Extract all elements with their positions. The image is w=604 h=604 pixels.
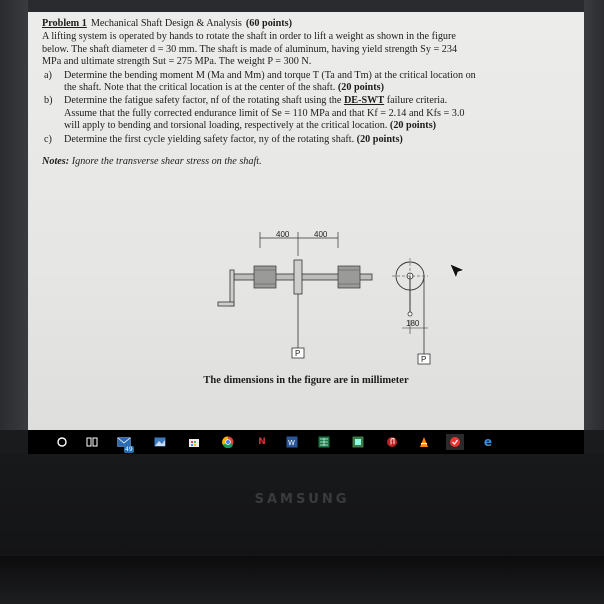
- document-viewer: [28, 12, 584, 430]
- problem-heading: [42, 18, 574, 30]
- windows-taskbar: [28, 430, 584, 454]
- chrome-icon[interactable]: [220, 434, 236, 450]
- question-line: Determine the first cycle yielding safety factor, ny of the rotating shaft.: [64, 133, 355, 145]
- mouse-cursor-icon: [450, 264, 464, 278]
- desk-surface: [0, 556, 604, 604]
- excel-icon[interactable]: [316, 434, 332, 450]
- question-b: [42, 95, 574, 132]
- load-right-label: P: [421, 355, 427, 364]
- question-a: [42, 70, 574, 95]
- mail-badge: 49: [125, 446, 133, 453]
- question-line: failure criteria.: [386, 95, 448, 107]
- monitor-bezel-right: [584, 0, 604, 430]
- word-icon[interactable]: [284, 434, 300, 450]
- store-icon[interactable]: [186, 434, 202, 450]
- edge-icon[interactable]: e: [483, 435, 493, 449]
- criterion-link: DE-SWT: [343, 95, 385, 107]
- notes-label: Notes:: [42, 156, 70, 168]
- crank-handle: [218, 302, 234, 306]
- drum: [294, 260, 302, 294]
- problem-label: Problem 1: [42, 18, 87, 29]
- photos-icon[interactable]: [152, 434, 168, 450]
- monitor-brand-logo: SAMSUNG: [254, 492, 350, 507]
- intro-line: MPa and ultimate strength Sut = 275 MPa. The weight P = 300 N.: [42, 56, 312, 68]
- shaft-figure: [178, 226, 478, 366]
- vlc-icon[interactable]: [416, 434, 432, 450]
- question-line: Determine the fatigue safety factor, nf of the rotating shaft using the: [64, 95, 342, 107]
- question-line: will apply to bending and torsional loading, respectively at the critical location.: [64, 120, 388, 132]
- svg-text:W: W: [288, 439, 295, 447]
- problem-intro: [42, 31, 574, 68]
- mail-icon[interactable]: [114, 434, 134, 453]
- onenote-icon[interactable]: N: [258, 437, 266, 447]
- notes: [42, 156, 574, 168]
- cortana-icon[interactable]: [54, 434, 70, 450]
- dim-left-label: 400: [276, 230, 290, 239]
- problem-title: Mechanical Shaft Design & Analysis: [90, 18, 242, 29]
- question-points: (20 points): [337, 82, 384, 94]
- question-points: (20 points): [356, 133, 403, 145]
- load-left-label: P: [295, 349, 301, 358]
- powerpoint-icon[interactable]: [350, 434, 366, 450]
- figure-caption: The dimensions in the figure are in millimeter: [203, 375, 409, 386]
- monitor-bezel-top: [0, 0, 604, 12]
- monitor-bezel-left: [0, 0, 28, 430]
- question-line: Assume that the fully corrected endurance limit of Se = 110 MPa and that Kf = 2.14 and Kfs = 3.0: [64, 107, 465, 119]
- problem-document: [42, 18, 574, 168]
- crank-arm: [230, 270, 234, 306]
- question-marker: a): [44, 69, 52, 81]
- dim-crank-label: 180: [406, 319, 420, 328]
- dim-right-label: 400: [314, 230, 328, 239]
- question-c: [42, 134, 574, 146]
- intro-line: below. The shaft diameter d = 30 mm. The shaft is made of aluminum, having yield strength Sy = 234: [42, 43, 458, 55]
- problem-points: (60 points): [245, 18, 293, 29]
- question-line: Determine the bending moment M (Ma and Mm) and torque T (Ta and Tm) at the critical location on: [64, 69, 476, 81]
- bearing-left: [254, 266, 276, 288]
- task-view-icon[interactable]: [84, 434, 100, 450]
- question-marker: b): [44, 95, 53, 107]
- itunes-icon[interactable]: [384, 434, 400, 450]
- intro-line: A lifting system is operated by hands to rotate the shaft in order to lift a weight as shown in the figure: [42, 31, 456, 43]
- question-marker: c): [44, 133, 52, 145]
- notes-text: Ignore the transverse shear stress on the shaft.: [71, 156, 262, 168]
- question-points: (20 points): [389, 120, 437, 132]
- bearing-right: [338, 266, 360, 288]
- question-line: the shaft. Note that the critical location is at the center of the shaft.: [64, 82, 336, 94]
- app-icon[interactable]: [446, 434, 464, 450]
